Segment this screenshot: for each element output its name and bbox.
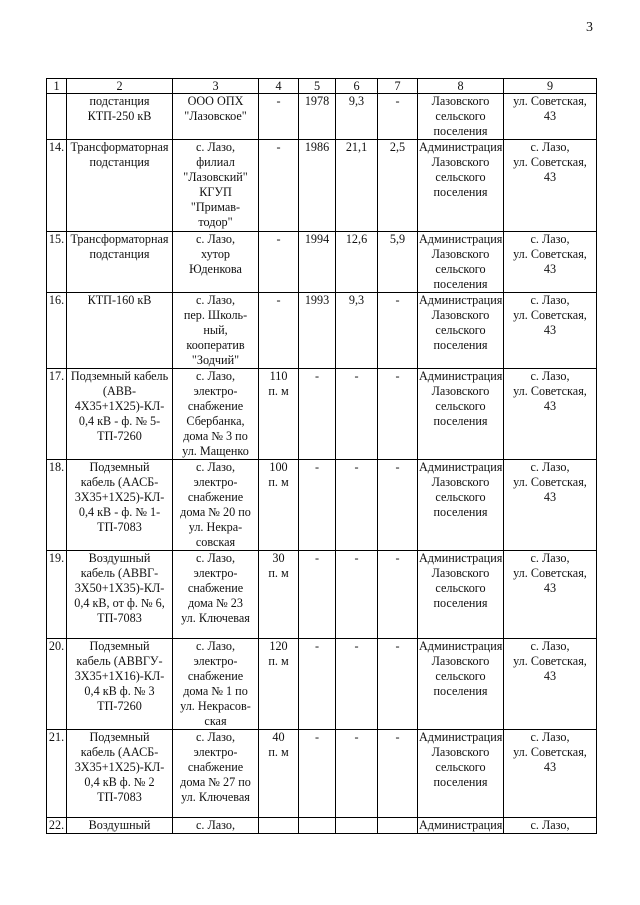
row-number-cell: 17.	[47, 369, 67, 460]
object-name-cell: подстанция КТП-250 кВ	[67, 94, 173, 140]
table-row	[47, 460, 597, 551]
wear-cell: -	[378, 460, 418, 551]
address-cell: с. Лазо, ул. Советская, 43	[504, 140, 597, 232]
page-number: 3	[586, 20, 593, 35]
year-cell: 1994	[299, 232, 336, 293]
object-name-cell: Воздушный	[67, 818, 173, 834]
row-number-cell: 20.	[47, 639, 67, 730]
location-cell: с. Лазо, хутор Юденкова	[173, 232, 259, 293]
length-cell: 40 п. м	[259, 730, 299, 818]
address-cell: с. Лазо, ул. Советская, 43	[504, 551, 597, 639]
length-cell: -	[259, 232, 299, 293]
owner-cell: Администрация Лазовского сельского поселения	[418, 369, 504, 460]
wear-cell: 5,9	[378, 232, 418, 293]
value-cell: -	[336, 369, 378, 460]
value-cell: -	[336, 639, 378, 730]
year-cell: -	[299, 639, 336, 730]
value-cell: 12,6	[336, 232, 378, 293]
owner-cell: Администрация Лазовского сельского поселения	[418, 551, 504, 639]
value-cell: 9,3	[336, 94, 378, 140]
address-cell: с. Лазо, ул. Советская, 43	[504, 369, 597, 460]
year-cell	[299, 818, 336, 834]
table-row	[47, 639, 597, 730]
value-cell: 21,1	[336, 140, 378, 232]
location-cell: с. Лазо, электро- снабжение дома № 20 по ул. Некра- совская	[173, 460, 259, 551]
owner-cell: Администрация Лазовского сельского поселения	[418, 293, 504, 369]
header-cell: 1	[47, 79, 67, 94]
year-cell: -	[299, 369, 336, 460]
length-cell: -	[259, 140, 299, 232]
length-cell: -	[259, 293, 299, 369]
length-cell: -	[259, 94, 299, 140]
row-number-cell: 19.	[47, 551, 67, 639]
wear-cell: -	[378, 730, 418, 818]
year-cell: -	[299, 551, 336, 639]
object-name-cell: Подземный кабель (ААСБ- 3Х35+1Х25)-КЛ- 0,4 кВ ф. № 2 ТП-7083	[67, 730, 173, 818]
address-cell: с. Лазо, ул. Советская, 43	[504, 293, 597, 369]
owner-cell: Администрация Лазовского сельского поселения	[418, 639, 504, 730]
value-cell: -	[336, 551, 378, 639]
year-cell: -	[299, 730, 336, 818]
table-row	[47, 293, 597, 369]
row-number-cell	[47, 94, 67, 140]
owner-cell: Администрация Лазовского сельского поселения	[419, 232, 503, 291]
header-cell: 7	[378, 79, 418, 94]
address-cell: с. Лазо,	[504, 818, 597, 834]
object-name-cell: КТП-160 кВ	[67, 293, 173, 369]
object-name-cell: Воздушный кабель (АВВГ- 3Х50+1Х35)-КЛ- 0,4 кВ, от ф. № 6, ТП-7083	[67, 551, 173, 639]
length-cell: 30 п. м	[259, 551, 299, 639]
object-name-cell: Подземный кабель (ААСБ- 3Х35+1Х25)-КЛ- 0,4 кВ - ф. № 1- ТП-7083	[67, 460, 173, 551]
table-row	[47, 369, 597, 460]
table-body	[47, 79, 597, 834]
table-row	[47, 730, 597, 818]
row-number-cell: 15.	[47, 232, 67, 293]
location-cell: с. Лазо, электро- снабжение Сбербанка, дома № 3 по ул. Мащенко	[173, 369, 259, 460]
address-cell: ул. Советская, 43	[504, 94, 597, 140]
wear-cell: 2,5	[378, 140, 418, 232]
location-cell: с. Лазо, электро- снабжение дома № 27 по ул. Ключевая	[173, 730, 259, 818]
wear-cell: -	[378, 369, 418, 460]
header-cell: 3	[173, 79, 259, 94]
owner-cell: Администрация Лазовского сельского поселения	[418, 460, 504, 551]
wear-cell	[378, 818, 418, 834]
table-row	[47, 140, 597, 232]
object-name-cell: Подземный кабель (АВВ- 4Х35+1Х25)-КЛ- 0,4 кВ - ф. № 5- ТП-7260	[67, 369, 173, 460]
location-cell: с. Лазо, пер. Школь- ный, кооператив "Зодчий"	[173, 293, 259, 369]
object-name-cell: Трансформаторная подстанция	[67, 140, 173, 232]
header-cell: 8	[418, 79, 504, 94]
owner-cell: Администрация Лазовского сельского поселения	[418, 140, 504, 232]
header-cell: 6	[336, 79, 378, 94]
address-cell: с. Лазо, ул. Советская, 43	[504, 639, 597, 730]
registry-table	[46, 78, 597, 834]
row-number-cell: 18.	[47, 460, 67, 551]
owner-cell: Администрация	[419, 818, 503, 832]
year-cell: 1993	[299, 293, 336, 369]
row-number-cell: 16.	[47, 293, 67, 369]
table-row	[47, 232, 597, 293]
owner-cell: Лазовского сельского поселения	[418, 94, 504, 140]
length-cell: 120 п. м	[259, 639, 299, 730]
year-cell: -	[299, 460, 336, 551]
header-cell: 2	[67, 79, 173, 94]
row-number-cell: 21.	[47, 730, 67, 818]
address-cell: с. Лазо, ул. Советская, 43	[504, 232, 597, 293]
header-cell: 4	[259, 79, 299, 94]
location-cell: с. Лазо,	[173, 818, 259, 834]
address-cell: с. Лазо, ул. Советская, 43	[504, 730, 597, 818]
address-cell: с. Лазо, ул. Советская, 43	[504, 460, 597, 551]
wear-cell: -	[378, 551, 418, 639]
wear-cell: -	[378, 293, 418, 369]
header-cell: 5	[299, 79, 336, 94]
table-header-row	[47, 79, 597, 94]
location-cell: с. Лазо, электро- снабжение дома № 23 ул. Ключевая	[173, 551, 259, 639]
owner-cell: Администрация Лазовского сельского поселения	[418, 730, 504, 818]
value-cell: -	[336, 460, 378, 551]
length-cell: 100 п. м	[259, 460, 299, 551]
table-row	[47, 94, 597, 140]
year-cell: 1986	[299, 140, 336, 232]
length-cell	[259, 818, 299, 834]
object-name-cell: Подземный кабель (АВВГУ- 3Х35+1Х16)-КЛ- 0,4 кВ ф. № 3 ТП-7260	[67, 639, 173, 730]
value-cell	[336, 818, 378, 834]
location-cell: с. Лазо, электро- снабжение дома № 1 по ул. Некрасов- ская	[173, 639, 259, 730]
row-number-cell: 14.	[47, 140, 67, 232]
wear-cell: -	[378, 639, 418, 730]
location-cell: с. Лазо, филиал "Лазовский" КГУП "Примав- тодор"	[173, 140, 259, 232]
wear-cell: -	[378, 94, 418, 140]
location-cell: ООО ОПХ "Лазовское"	[173, 94, 259, 140]
table-row	[47, 551, 597, 639]
object-name-cell: Трансформаторная подстанция	[67, 232, 173, 293]
table-row	[47, 818, 597, 834]
row-number-cell: 22.	[47, 818, 67, 834]
year-cell: 1978	[299, 94, 336, 140]
length-cell: 110 п. м	[259, 369, 299, 460]
header-cell: 9	[504, 79, 597, 94]
value-cell: 9,3	[336, 293, 378, 369]
value-cell: -	[336, 730, 378, 818]
